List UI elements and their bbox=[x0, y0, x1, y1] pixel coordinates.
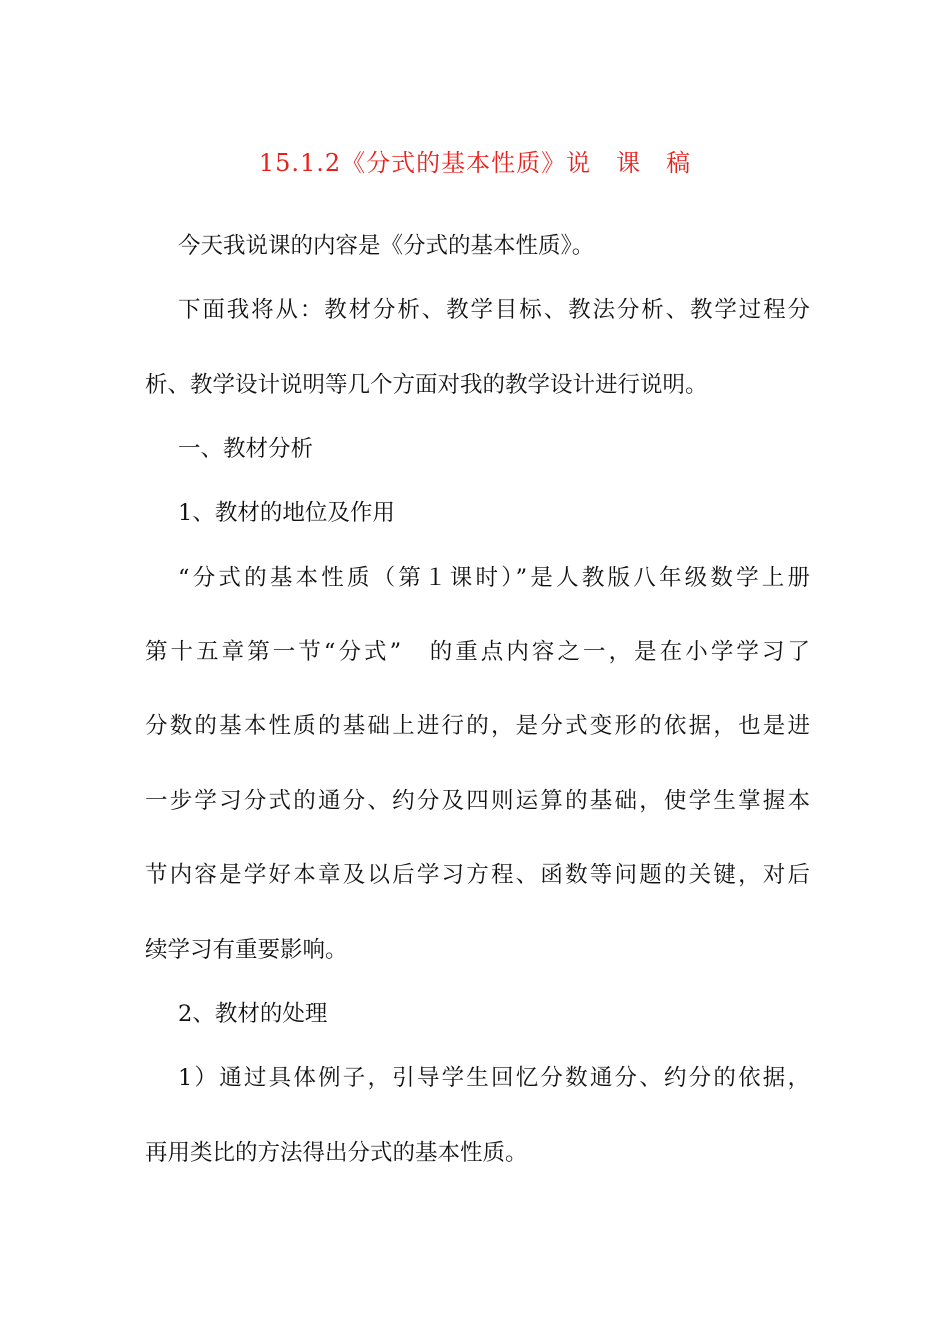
paragraph-line: “分式的基本性质（第１课时）”是人教版八年级数学上册 bbox=[178, 565, 810, 591]
paragraph-line: 下面我将从：教材分析、教学目标、教法分析、教学过程分 bbox=[178, 297, 810, 323]
paragraph-line: 1）通过具体例子，引导学生回忆分数通分、约分的依据， bbox=[178, 1065, 810, 1091]
paragraph-line: 分数的基本性质的基础上进行的，是分式变形的依据，也是进 bbox=[145, 713, 810, 739]
document-title: 15.1.2《分式的基本性质》说 课 稿 bbox=[258, 149, 692, 177]
paragraph-line: 今天我说课的内容是《分式的基本性质》。 bbox=[178, 233, 595, 259]
paragraph-line: 节内容是学好本章及以后学习方程、函数等问题的关键，对后 bbox=[145, 862, 810, 888]
paragraph-line: 续学习有重要影响。 bbox=[145, 937, 348, 963]
paragraph-line: 一步学习分式的通分、约分及四则运算的基础，使学生掌握本 bbox=[145, 788, 810, 814]
paragraph-line: 再用类比的方法得出分式的基本性质。 bbox=[145, 1140, 528, 1166]
subsection-heading: 1、教材的地位及作用 bbox=[178, 500, 395, 526]
subsection-heading: 2、教材的处理 bbox=[178, 1001, 328, 1027]
paragraph-line: 第十五章第一节“分式” 的重点内容之一，是在小学学习了 bbox=[145, 639, 810, 665]
paragraph-line: 析、教学设计说明等几个方面对我的教学设计进行说明。 bbox=[145, 372, 708, 398]
section-heading: 一、教材分析 bbox=[178, 436, 314, 462]
